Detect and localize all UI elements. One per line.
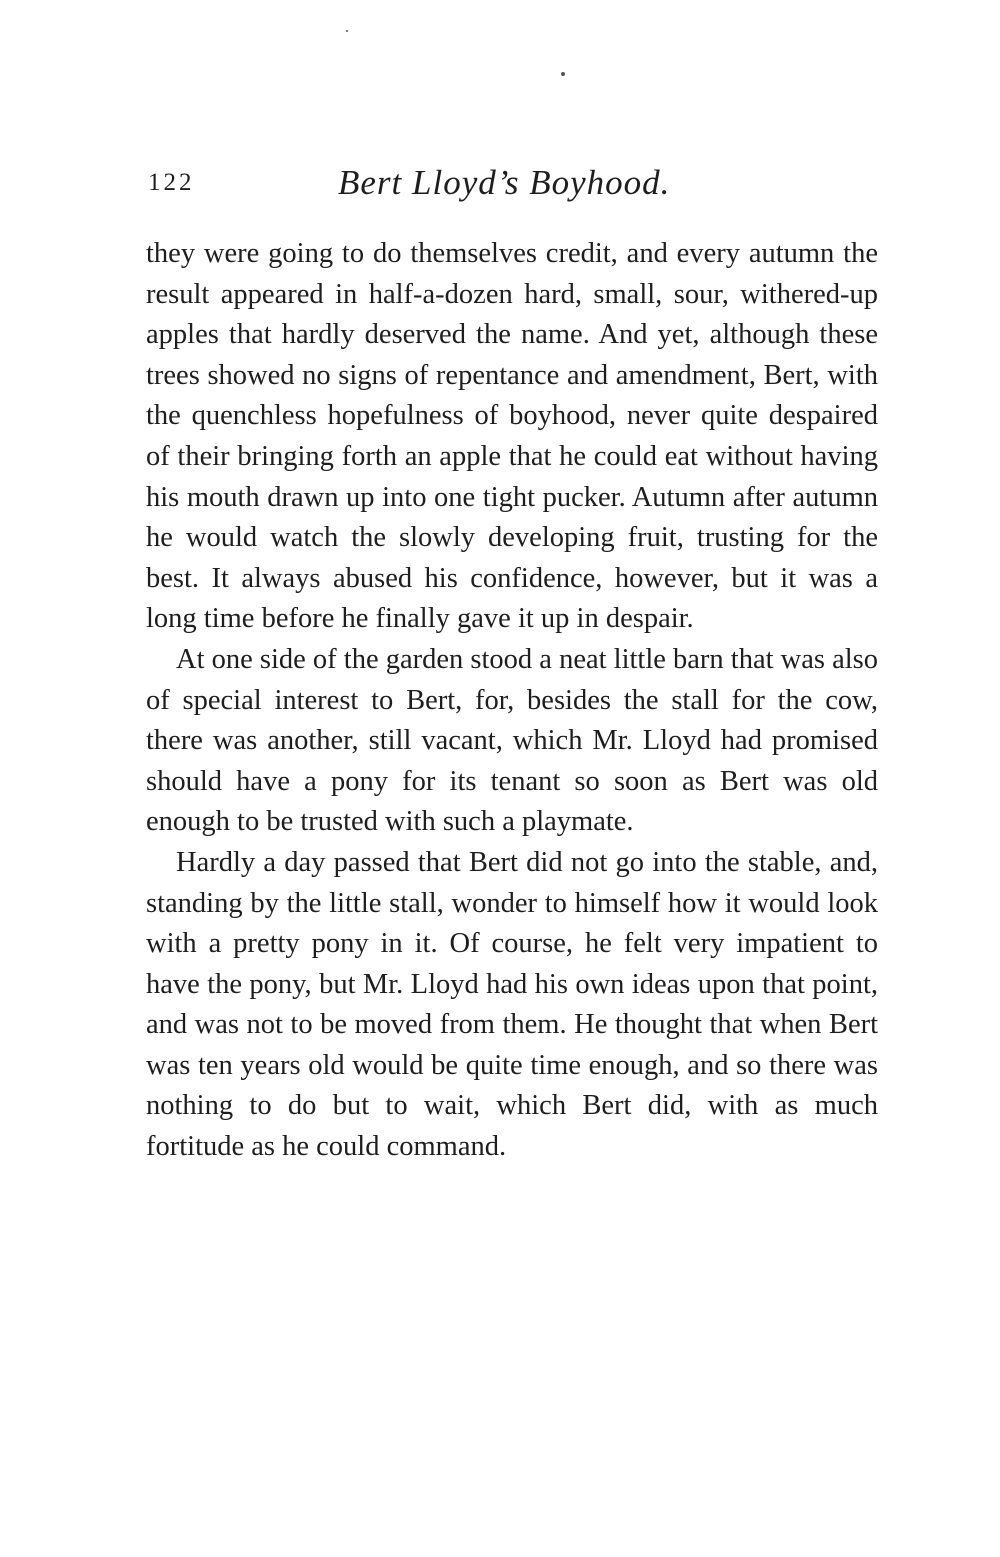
running-title: Bert Lloyd’s Boyhood. <box>338 163 671 202</box>
page-header <box>148 163 888 213</box>
body-text <box>146 234 878 1168</box>
page-number: 122 <box>148 169 195 196</box>
paragraph-barn: At one side of the garden stood a neat little barn that was also of special interest to Bert, for, besides the stall for the cow, there was another, still vacant, which Mr. Lloyd had promised should have a pony for its tenant so soon as Bert was old enough to be trusted with such a playmate. <box>146 643 879 838</box>
print-speck <box>561 72 565 76</box>
print-speck <box>346 30 348 32</box>
paragraph-stable: Hardly a day passed that Bert did not go into the stable, and, standing by the little stall, wonder to himself how it would look with a pretty pony in it. Of course, he felt very impatient to have the pony, but Mr. Lloyd had his own ideas upon that point, and was not to be moved from them. He thought that when Bert was ten years old would be quite time enough, and so there was nothing to do but to wait, which Bert did, with as much fortitude as he could command. <box>146 846 878 1163</box>
paragraph-continued: they were going to do themselves credit, and every autumn the result appeared in half-a-dozen hard, small, sour, withered-up apples that hardly deserved the name. And yet, although these trees showed no signs of repentance and amendment, Bert, with the quenchless hopefulness of boyhood, never quite despaired of their bringing forth an apple that he could eat without having his mouth drawn up into one tight pucker. Autumn after autumn he would watch the slowly developing fruit, trusting for the best. It always abused his confidence, however, but it was a long time before he finally gave it up in despair. <box>146 238 878 635</box>
